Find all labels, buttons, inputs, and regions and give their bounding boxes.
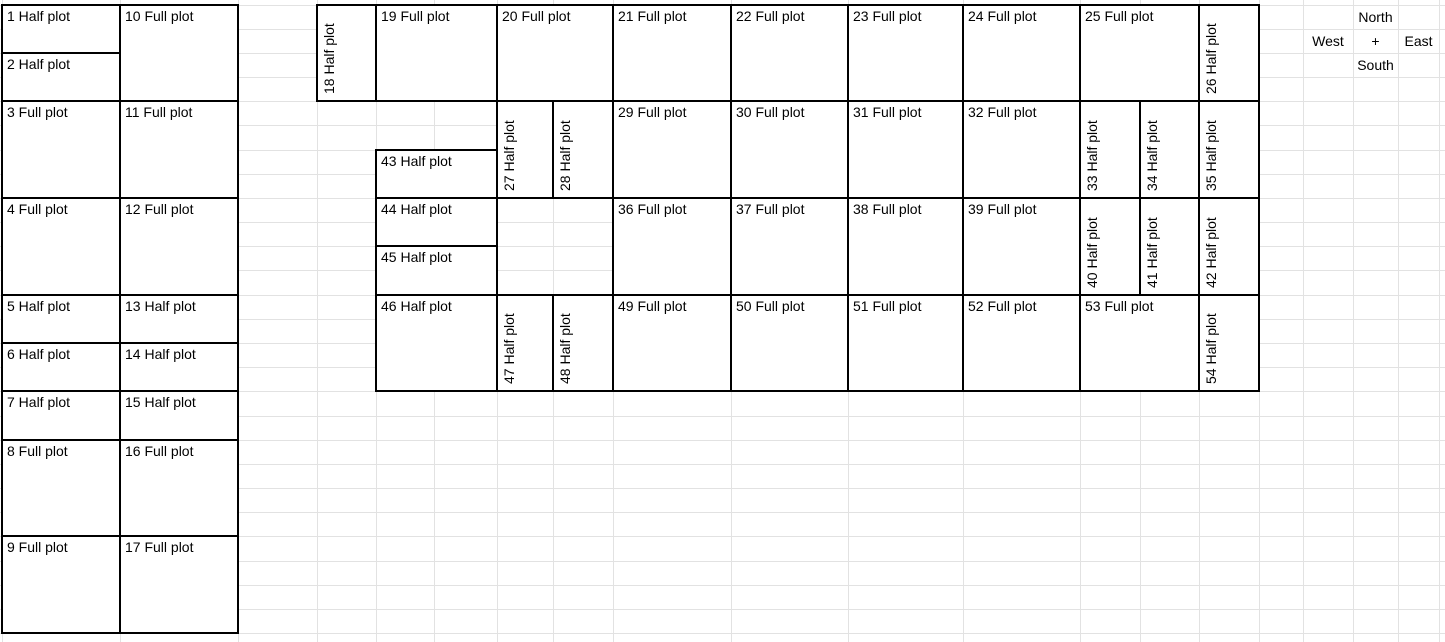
plot-41[interactable] — [1139, 197, 1200, 296]
compass-west[interactable]: West — [1312, 33, 1344, 49]
plot-7-label: 7 Half plot — [7, 394, 71, 410]
plot-20[interactable] — [496, 4, 614, 102]
plot-46-label: 46 Half plot — [381, 298, 452, 314]
plot-18[interactable] — [316, 4, 377, 102]
compass-south[interactable]: South — [1357, 57, 1394, 73]
plot-11[interactable] — [119, 100, 239, 199]
plot-5[interactable] — [1, 294, 121, 344]
plot-48[interactable] — [552, 294, 614, 392]
plot-5-label: 5 Half plot — [7, 298, 71, 314]
plot-12-label: 12 Full plot — [125, 201, 194, 217]
plot-40-label-vertical: 40 Half plot — [1084, 217, 1100, 288]
plot-27-label-vertical: 27 Half plot — [501, 120, 517, 191]
plot-44[interactable] — [375, 197, 498, 247]
plot-1-label: 1 Half plot — [7, 8, 71, 24]
plot-50[interactable] — [730, 294, 849, 392]
plot-3[interactable] — [1, 100, 121, 199]
plot-49[interactable] — [612, 294, 732, 392]
plot-35[interactable] — [1198, 100, 1260, 199]
plot-36-label: 36 Full plot — [618, 201, 687, 217]
plot-22-label: 22 Full plot — [736, 8, 805, 24]
plot-54[interactable] — [1198, 294, 1260, 392]
plot-51-label: 51 Full plot — [853, 298, 922, 314]
plot-17-label: 17 Full plot — [125, 539, 194, 555]
plot-28-label-vertical: 28 Half plot — [557, 120, 573, 191]
plot-40[interactable] — [1079, 197, 1141, 296]
plot-14-label: 14 Half plot — [125, 346, 196, 362]
plot-19-label: 19 Full plot — [381, 8, 450, 24]
plot-1[interactable] — [1, 4, 121, 54]
plot-41-label-vertical: 41 Half plot — [1144, 217, 1160, 288]
plot-24[interactable] — [962, 4, 1081, 102]
plot-30[interactable] — [730, 100, 849, 199]
plot-2-label: 2 Half plot — [7, 56, 71, 72]
plot-46[interactable] — [375, 294, 498, 392]
plot-26[interactable] — [1198, 4, 1260, 102]
plot-47[interactable] — [496, 294, 554, 392]
plot-4-label: 4 Full plot — [7, 201, 68, 217]
plot-53[interactable] — [1079, 294, 1200, 392]
plot-20-label: 20 Full plot — [502, 8, 571, 24]
plot-26-label-vertical: 26 Half plot — [1203, 23, 1219, 94]
plot-25[interactable] — [1079, 4, 1200, 102]
plot-29-label: 29 Full plot — [618, 104, 687, 120]
plot-2[interactable] — [1, 52, 121, 102]
plot-29[interactable] — [612, 100, 732, 199]
plot-23-label: 23 Full plot — [853, 8, 922, 24]
plot-16-label: 16 Full plot — [125, 443, 194, 459]
plot-45[interactable] — [375, 245, 498, 296]
plot-8[interactable] — [1, 439, 121, 537]
plot-51[interactable] — [847, 294, 964, 392]
plot-32[interactable] — [962, 100, 1081, 199]
plot-11-label: 11 Full plot — [125, 104, 193, 120]
plot-43-label: 43 Half plot — [381, 153, 452, 169]
plot-22[interactable] — [730, 4, 849, 102]
plot-24-label: 24 Full plot — [968, 8, 1037, 24]
plot-49-label: 49 Full plot — [618, 298, 687, 314]
plot-15-label: 15 Half plot — [125, 394, 196, 410]
plot-33[interactable] — [1079, 100, 1141, 199]
plot-21-label: 21 Full plot — [618, 8, 687, 24]
plot-35-label-vertical: 35 Half plot — [1203, 120, 1219, 191]
plot-6-label: 6 Half plot — [7, 346, 71, 362]
plot-18-label-vertical: 18 Half plot — [321, 23, 337, 94]
compass-north[interactable]: North — [1358, 9, 1393, 25]
plot-12[interactable] — [119, 197, 239, 296]
plot-17[interactable] — [119, 535, 239, 634]
plot-13-label: 13 Half plot — [125, 298, 196, 314]
plot-36[interactable] — [612, 197, 732, 296]
plot-4[interactable] — [1, 197, 121, 296]
plot-23[interactable] — [847, 4, 964, 102]
compass-east[interactable]: East — [1404, 33, 1433, 49]
plot-16[interactable] — [119, 439, 239, 537]
plot-37[interactable] — [730, 197, 849, 296]
plot-34[interactable] — [1139, 100, 1200, 199]
plot-42[interactable] — [1198, 197, 1260, 296]
plot-30-label: 30 Full plot — [736, 104, 805, 120]
plot-39[interactable] — [962, 197, 1081, 296]
plot-33-label-vertical: 33 Half plot — [1084, 120, 1100, 191]
plot-52[interactable] — [962, 294, 1081, 392]
plot-21[interactable] — [612, 4, 732, 102]
plot-13[interactable] — [119, 294, 239, 344]
plot-28[interactable] — [552, 100, 614, 199]
plot-3-label: 3 Full plot — [7, 104, 68, 120]
plot-50-label: 50 Full plot — [736, 298, 805, 314]
plot-45-label: 45 Half plot — [381, 249, 452, 265]
plot-47-label-vertical: 47 Half plot — [501, 313, 517, 384]
plot-43[interactable] — [375, 149, 498, 199]
plot-25-label: 25 Full plot — [1085, 8, 1154, 24]
plot-7[interactable] — [1, 390, 121, 441]
plot-34-label-vertical: 34 Half plot — [1144, 120, 1160, 191]
plot-9-label: 9 Full plot — [7, 539, 68, 555]
plot-10-label: 10 Full plot — [125, 8, 194, 24]
compass-center[interactable]: + — [1371, 33, 1380, 49]
plot-27[interactable] — [496, 100, 554, 199]
plot-15[interactable] — [119, 390, 239, 441]
plot-39-label: 39 Full plot — [968, 201, 1037, 217]
plot-10[interactable] — [119, 4, 239, 102]
plot-38-label: 38 Full plot — [853, 201, 922, 217]
plot-31-label: 31 Full plot — [853, 104, 922, 120]
plot-52-label: 52 Full plot — [968, 298, 1037, 314]
plot-42-label-vertical: 42 Half plot — [1203, 217, 1219, 288]
plot-54-label-vertical: 54 Half plot — [1203, 313, 1219, 384]
plot-53-label: 53 Full plot — [1085, 298, 1154, 314]
plot-19[interactable] — [375, 4, 498, 102]
plot-37-label: 37 Full plot — [736, 201, 805, 217]
plot-9[interactable] — [1, 535, 121, 634]
plot-32-label: 32 Full plot — [968, 104, 1037, 120]
plot-6[interactable] — [1, 342, 121, 392]
plot-38[interactable] — [847, 197, 964, 296]
plot-8-label: 8 Full plot — [7, 443, 68, 459]
plot-31[interactable] — [847, 100, 964, 199]
plot-14[interactable] — [119, 342, 239, 392]
plot-48-label-vertical: 48 Half plot — [557, 313, 573, 384]
plot-44-label: 44 Half plot — [381, 201, 452, 217]
